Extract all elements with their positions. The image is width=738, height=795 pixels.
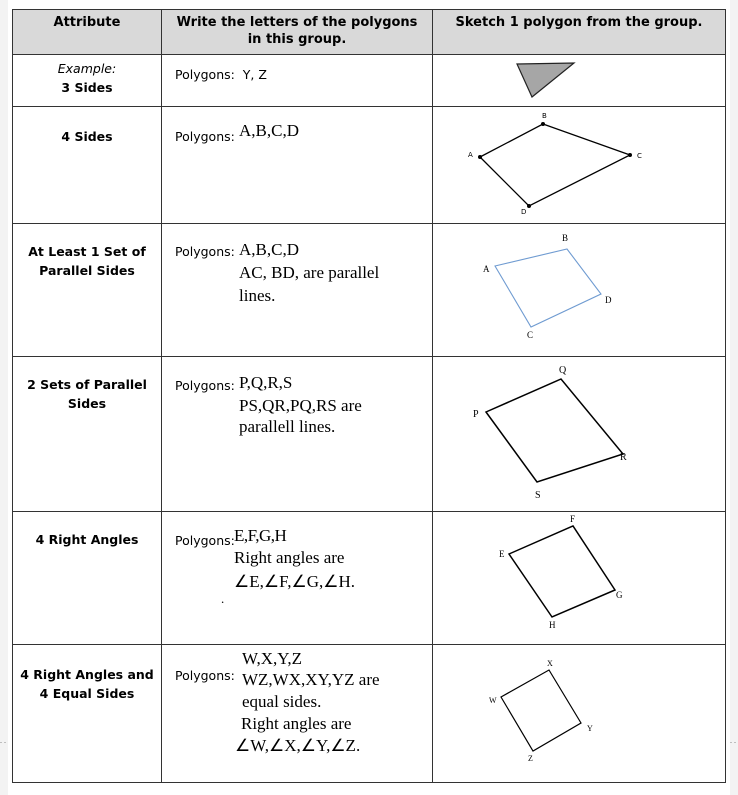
header-letters: Write the letters of the polygons in this group. — [162, 10, 433, 55]
vertex-label-f: F — [570, 514, 576, 524]
table-row — [13, 512, 726, 645]
answer-line: E,F,G,H — [234, 526, 287, 545]
vertex-label-w: W — [489, 696, 497, 705]
rectangle-sketch — [433, 512, 726, 645]
page-break-dashes — [0, 742, 738, 743]
polygons-label: Polygons: — [175, 533, 235, 548]
vertex-label-c: C — [527, 330, 534, 340]
answer-line: equal sides. — [242, 692, 322, 711]
parallelogram-sketch — [433, 224, 726, 357]
attribute-text: At Least 1 Set of — [28, 244, 146, 259]
answer-line: ∠W,∠X,∠Y,∠Z. — [235, 736, 361, 755]
vertex-label-d: D — [521, 208, 527, 216]
vertex-label-g: G — [616, 590, 623, 600]
sketch-cell — [433, 107, 726, 224]
polygons-label: Polygons: — [175, 668, 235, 683]
answer-line: PS,QR,PQ,RS are — [239, 396, 362, 415]
polygons-label: Polygons: — [175, 129, 235, 144]
polygon-worksheet-table — [12, 9, 726, 783]
sketch-cell — [433, 224, 726, 357]
answer-line: lines. — [239, 286, 276, 305]
attribute-text: 4 Sides — [61, 129, 113, 144]
attribute-text: Sides — [67, 396, 107, 411]
letters-cell — [162, 512, 433, 645]
vertex-label-d: D — [605, 295, 612, 305]
attribute-text: 2 Sets of Parallel — [27, 377, 147, 392]
table-row — [13, 357, 726, 512]
attribute-cell — [13, 357, 162, 512]
answer-line: A,B,C,D — [239, 240, 299, 259]
attribute-text: 3 Sides — [61, 80, 113, 95]
table-row — [13, 224, 726, 357]
vertex-label-a: A — [468, 151, 473, 159]
answer-line: A,B,C,D — [239, 121, 299, 140]
sketch-cell — [433, 357, 726, 512]
letters-cell — [162, 357, 433, 512]
sketch-cell — [433, 645, 726, 783]
square-sketch — [433, 645, 726, 783]
answer-line: W,X,Y,Z — [242, 649, 302, 668]
attribute-cell — [13, 107, 162, 224]
attribute-cell — [13, 55, 162, 107]
answer-line: WZ,WX,XY,YZ are — [242, 670, 380, 689]
header-attribute: Attribute — [13, 10, 162, 55]
vertex-label-p: P — [473, 409, 479, 420]
attribute-text: 4 Equal Sides — [39, 686, 135, 701]
vertex-label-r: R — [620, 452, 627, 463]
attribute-text: 4 Right Angles and — [20, 667, 154, 682]
answer-line: Right angles are — [234, 548, 345, 567]
letters-cell — [162, 55, 433, 107]
table-row — [13, 107, 726, 224]
quadrilateral-shape — [480, 124, 630, 206]
vertex-label-a: A — [483, 264, 490, 274]
square-shape — [501, 670, 581, 751]
polygons-label: Polygons: Y, Z — [175, 67, 267, 82]
attribute-text: Parallel Sides — [39, 263, 135, 278]
vertex-label-y: Y — [587, 724, 593, 733]
vertex-label-b: B — [542, 112, 547, 120]
attribute-cell — [13, 645, 162, 783]
parallelogram-sketch — [433, 357, 726, 512]
polygons-label: Polygons: — [175, 378, 235, 393]
sketch-cell — [433, 512, 726, 645]
vertex-label-e: E — [499, 549, 505, 559]
vertex-label-h: H — [549, 620, 556, 630]
example-label: Example: — [57, 61, 117, 76]
letters-cell — [162, 645, 433, 783]
answer-line: Right angles are — [241, 714, 352, 733]
quadrilateral-sketch — [433, 107, 726, 224]
answer-line: parallell lines. — [239, 417, 336, 436]
attribute-cell — [13, 224, 162, 357]
letters-cell — [162, 224, 433, 357]
table-row — [13, 55, 726, 107]
two-parallel-sets-shape — [486, 379, 623, 482]
attribute-cell — [13, 512, 162, 645]
letters-cell — [162, 107, 433, 224]
sketch-cell — [433, 55, 726, 107]
stray-dot: . — [221, 591, 225, 606]
vertex-label-x: X — [547, 659, 553, 668]
parallel-sides-shape — [495, 249, 601, 327]
answer-line: ∠E,∠F,∠G,∠H. — [234, 572, 355, 591]
answer-line: P,Q,R,S — [239, 373, 293, 392]
table-row — [13, 645, 726, 783]
vertex-label-q: Q — [559, 365, 567, 376]
polygons-label: Polygons: — [175, 244, 235, 259]
header-sketch: Sketch 1 polygon from the group. — [433, 10, 726, 55]
right-angle-shape — [509, 526, 615, 617]
attribute-text: 4 Right Angles — [35, 532, 139, 547]
vertex-label-z: Z — [528, 754, 533, 763]
vertex-label-s: S — [535, 490, 541, 501]
header-row — [13, 10, 726, 55]
vertex-label-c: C — [637, 152, 642, 160]
triangle-sketch — [433, 55, 726, 107]
shaded-triangle — [517, 63, 574, 97]
vertex-label-b: B — [562, 233, 569, 243]
answer-line: AC, BD, are parallel — [239, 263, 380, 282]
